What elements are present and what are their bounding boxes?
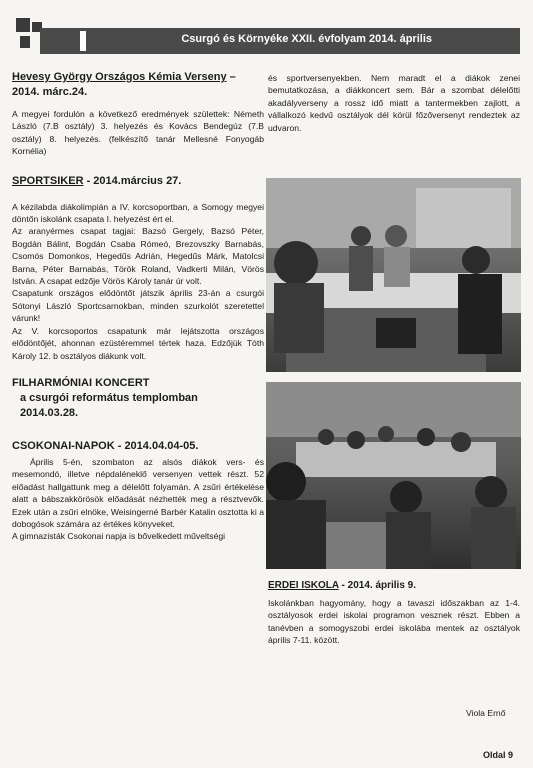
erdei-heading — [268, 578, 520, 593]
sport-heading — [12, 174, 264, 189]
csokonai-paragraph-1: Április 5-én, szombaton az alsós diákok vers- és mesemondó, illetve népdaléneklő versenyen vettek részt. 52 előadást hallgattunk meg a délelőtt folyamán. A zsűri értékelése alatt a bábszakkörösök előadását nézhették meg a résztvevők. Ezek után a zsűri elnöke, Weisingerné Barbér Katalin osztotta ki a dobogósok számára az értékes könyveket. — [12, 456, 264, 529]
kemia-date: – 2014. márc.24. — [12, 71, 236, 98]
left-column — [12, 70, 264, 549]
erdei-title: ERDEI ISKOLA — [268, 580, 339, 591]
right-column — [268, 72, 520, 140]
kemia-body: A megyei fordulón a következő eredmények születtek: Németh László (7.B osztály) 3. helyezés és Kovács Bendegúz (7.B osztály) 8. helyezés. (felkészítő tanár Mellesné Fonyogáb Kornélia) — [12, 109, 264, 157]
kemia-heading — [12, 70, 264, 100]
photo-classroom-illustration — [266, 178, 521, 372]
sport-paragraph-2: Az aranyérmes csapat tagjai: Bazsó Gergely, Bazsó Péter, Bogdán Bálint, Bogdán Csaba Rómeó, Brezovszky Barnabás, Csomós Domonkos, Hegedűs Adrián, Hegedűs Márk, Matolcsi Barna, Péter Barnabás, Török Roland, Vadkerti Milán, Vörös István. A csapat edzője Vörös Károly tanár úr volt. — [12, 226, 264, 287]
erdei-date: - 2014. április 9. — [338, 580, 417, 591]
filharmonia-date: 2014.03.28. — [20, 406, 79, 419]
author-signature: Viola Ernő — [466, 708, 506, 718]
csokonai-paragraph-2: A gimnazisták Csokonai napja is bővelkedett műveltségi — [12, 531, 226, 542]
page-number: Oldal 9 — [482, 750, 513, 760]
filharmonia-heading — [12, 376, 264, 421]
erdei-body: Iskolánkban hagyomány, hogy a tavaszi időszakban az 1-4. osztályosok erdei iskolai programon vesznek részt. Ebben a tanévben a somogyszobi erdei iskolába mentek az osztályok április 7-11. között. — [268, 598, 520, 646]
header-decoration — [80, 31, 86, 51]
filharmonia-venue: a csurgói református templomban — [20, 391, 198, 404]
photo-classroom-children — [266, 178, 521, 372]
csokonai-continuation: és sportversenyekben. Nem maradt el a diákok zenei bemutatkozása, a diákkoncert sem. Bár a szombat délelőtti akadályverseny a rossz idő miatt a tantermekben zajlott, a vállalkozó kedvű osztályok dél körül főzőversenyt rendeztek az udvaron. — [268, 73, 520, 133]
sport-paragraph-4: Az V. korcsoportos csapatunk már lejátszotta országos elődöntőjét, ahonnan ezüstéremmel tértek haza. Edzőjük Tóth Károly 12. b osztályos diákunk volt. — [12, 325, 264, 361]
sport-date: - 2014.március 27. — [83, 174, 182, 187]
kemia-title: Hevesy György Országos Kémia Verseny — [12, 71, 227, 83]
filharmonia-title: FILHARMÓNIAI KONCERT — [12, 376, 150, 389]
sport-paragraph-3: Csapatunk országos elődöntőt játszik április 23-án a csurgói Sótonyi László Sportcsarnokban, minden szurkolót szeretettel várunk! — [12, 288, 264, 324]
photo-dining-children — [266, 382, 521, 569]
photo-dining-illustration — [266, 382, 521, 569]
csokonai-title: CSOKONAI-NAPOK - 2014.04.04-05. — [12, 439, 199, 452]
erdei-section — [268, 578, 520, 653]
sport-title: SPORTSIKER — [12, 174, 84, 187]
header-bar — [40, 28, 520, 54]
sport-paragraph-1: A kézilabda diákolimpián a IV. korcsoportban, a Somogy megyei döntőn iskolánk csapata I. helyezést ért el. — [12, 201, 264, 225]
header-title: Csurgó és Környéke XXII. évfolyam 2014. április — [181, 33, 432, 45]
